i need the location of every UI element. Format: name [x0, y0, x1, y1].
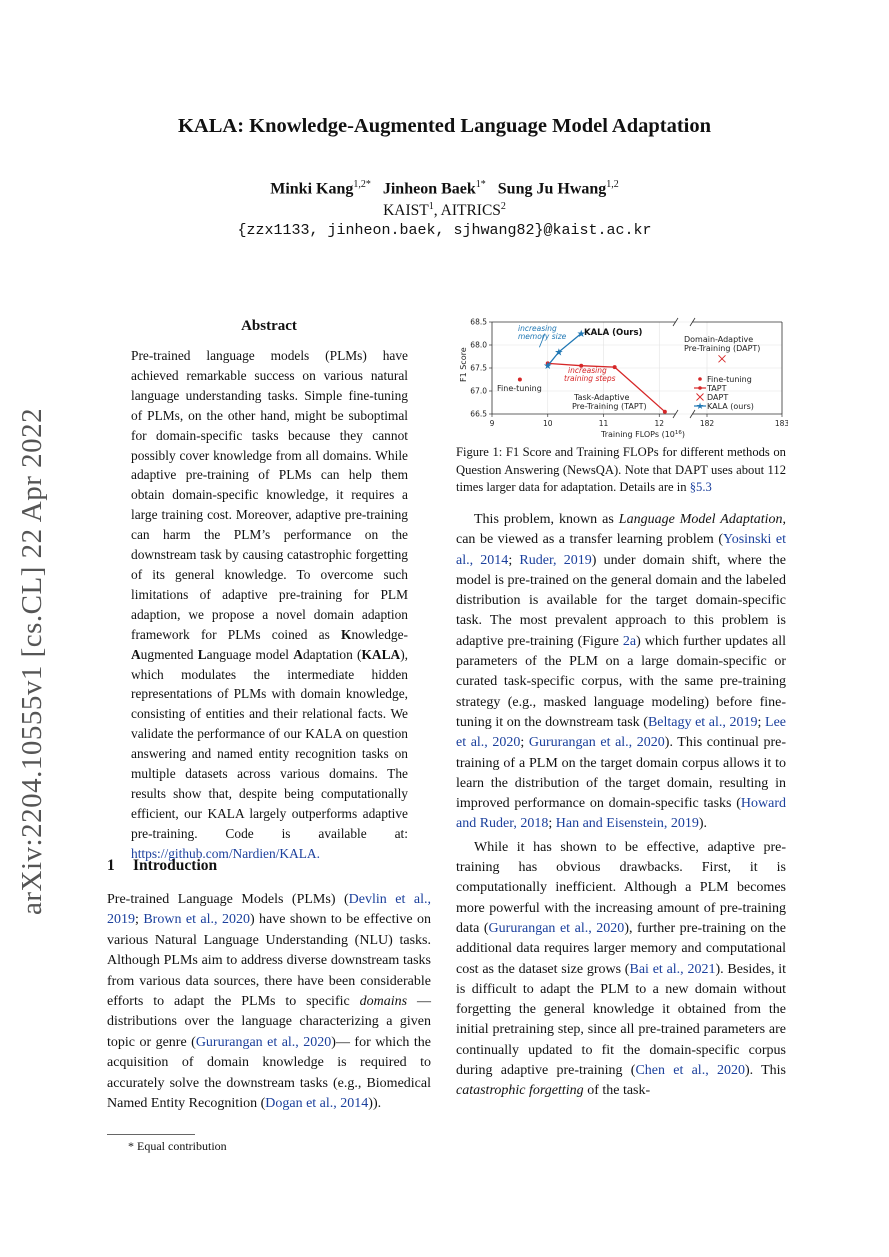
legend-marker-tapt [698, 386, 702, 390]
body-text: ). [698, 816, 708, 832]
section-title: Introduction [133, 857, 218, 874]
y-tick-label: 68.5 [470, 317, 487, 327]
citation-link[interactable]: Devlin et al., 2019 [107, 892, 432, 928]
legend-marker-fine-tuning [698, 377, 702, 381]
body-text: ; [757, 714, 766, 730]
memory-annotation-line-2: memory size [518, 332, 567, 341]
body-emphasis: catastrophic forgetting [456, 1083, 584, 1099]
dapt-annotation-line-2: Pre-Training (DAPT) [684, 344, 761, 353]
legend-marker-kala: ★ [695, 402, 705, 412]
intro-text: ) have shown to be effective on various Natural Language Understanding (NLU) tasks. Although PLMs aim to address diverse downstream tasks from various data sources, there have been considerable efforts to adapt the PLMs to specific [107, 912, 431, 1010]
author-emails: {zzx1133, jinheon.baek, sjhwang82}@kaist.ac.kr [237, 222, 652, 239]
author-name: Jinheon Baek [382, 180, 476, 198]
arxiv-identifier: arXiv:2204.10555v1 [cs.CL] 22 Apr 2022 [16, 407, 48, 915]
citation-link[interactable]: Brown et al., 2020 [143, 912, 250, 928]
legend-label: Fine-tuning [707, 375, 752, 384]
x-axis-title-exponent: 16 [674, 430, 682, 436]
point-kala-ours: ★ [543, 361, 553, 373]
author-affiliation-mark: 1,2 [606, 179, 619, 190]
point-dapt [719, 355, 726, 362]
point-tapt [663, 410, 667, 414]
body-text: ), further pre-training on the additional data requires larger memory and computational cost as the dataset size grows ( [456, 920, 786, 977]
intro-text: )— for which the acquisition of domain knowledge is required to accurately solve the downstream tasks (e.g., Biomedical Named Entity Recognition ( [107, 1034, 431, 1112]
citation-link[interactable]: Dogan et al., 2014 [265, 1096, 369, 1112]
x-tick-label: 9 [489, 419, 495, 428]
intro-paragraph [107, 890, 431, 1114]
caption-label: Figure 1: [456, 445, 506, 459]
method-name-part: anguage model [206, 646, 294, 662]
legend-label: DAPT [707, 393, 729, 402]
paper-title: KALA: Knowledge-Augmented Language Model Adaptation [177, 115, 712, 137]
dapt-annotation-line-1: Domain-Adaptive [684, 335, 754, 344]
x-axis-title-text: Training FLOPs (10 [601, 430, 675, 439]
y-tick-label: 67.0 [470, 386, 487, 396]
affiliation-mark: 2 [500, 201, 506, 212]
method-name-part: ugmented [140, 646, 198, 662]
y-tick-label: 66.5 [470, 409, 487, 419]
method-name-part: nowledge- [351, 626, 408, 642]
affiliation-mark: 1 [428, 201, 434, 212]
citation-link[interactable]: Gururangan et al., 2020 [195, 1034, 332, 1050]
x-tick-label: 183 [774, 419, 788, 428]
body-text: of the task- [583, 1083, 651, 1099]
x-tick-label: 182 [699, 419, 715, 428]
method-name-letter: L [197, 646, 207, 662]
body-text: ). This [744, 1063, 786, 1079]
method-name-part: daptation ( [302, 646, 362, 662]
footnote-divider [107, 1134, 195, 1135]
point-kala-ours: ★ [554, 347, 564, 359]
section-number: 1 [107, 857, 115, 874]
citation-link[interactable]: Howard and Ruder, 2018 [456, 796, 786, 832]
author-list [0, 179, 889, 198]
x-ticks [490, 414, 788, 428]
y-tick-label: 67.5 [470, 363, 487, 373]
intro-text: —distributions over the language characterizing a given topic or genre ( [107, 994, 431, 1050]
figure-1-chart [456, 310, 788, 445]
legend-label: TAPT [707, 384, 727, 393]
steps-annotation-line-2: training steps [564, 374, 616, 383]
body-text: ). Besides, it is difficult to adapt the PLM to a new domain without forgetting the general knowledge it obtained from the initial pretraining step, since all pre-trained parameters are continually updated to fit the domain-specific corpus during adaptive pre-training ( [456, 961, 786, 1079]
section-reference-link[interactable]: §5.3 [689, 480, 712, 495]
kala-annotation: KALA (Ours) [584, 328, 643, 338]
x-tick-label: 11 [598, 419, 609, 428]
abstract-heading: Abstract [241, 318, 297, 334]
caption-text: F1 Score and Training FLOPs for different methods on Question Answering (NewsQA). Note that DAPT uses about 112 times larger data for adaptation. Details are in [456, 445, 786, 495]
point-kala-ours: ★ [576, 329, 586, 340]
citation-link[interactable]: Ruder, 2019 [519, 552, 592, 568]
citation-link[interactable]: Han and Eisenstein, 2019 [555, 816, 699, 832]
point-tapt [613, 365, 617, 369]
steps-annotation-line-1: increasing [568, 366, 607, 375]
point-fine-tuning [518, 378, 522, 382]
author-affiliation-mark: 1,2* [353, 179, 371, 190]
tapt-annotation-line-2: Pre-Training (TAPT) [572, 402, 647, 411]
memory-annotation-line-1: increasing [518, 324, 557, 333]
method-name-letter: A [293, 646, 303, 662]
x-axis-title-end: ) [681, 430, 685, 439]
code-link[interactable]: https://github.com/Nardien/KALA. [131, 845, 320, 861]
citation-link[interactable]: Yosinski et al., 2014 [456, 532, 786, 568]
affiliation-name: KAIST [383, 202, 429, 220]
citation-link[interactable]: Bai et al., 2021 [629, 961, 716, 977]
body-text: ) under domain shift, where the model is pre-trained on the general domain and the labeled distribution is available for the target domain-specific task. The most prevalent approach to this problem is adaptive pre-training (Figure [456, 552, 786, 649]
body-text: This problem, known as [474, 512, 619, 527]
citation-link[interactable]: Lee et al., 2020 [456, 714, 786, 751]
x-tick-label: 10 [542, 419, 553, 428]
body-text: ) which further updates all parameters of the PLM on a large domain-specific or curated task-specific corpus, with the same pre-training strategy (e.g., masked language modeling) before fine-tuning it on the downstream task ( [456, 633, 786, 730]
author-name: Sung Ju Hwang [497, 180, 607, 198]
method-name-letter: K [341, 626, 352, 642]
citation-link[interactable]: Chen et al., 2020 [635, 1063, 745, 1079]
x-axis-title [600, 430, 685, 439]
body-text: ; [548, 816, 556, 832]
author-name: Minki Kang [270, 180, 354, 198]
body-text: , can be viewed as a transfer learning problem ( [456, 512, 786, 548]
figure-reference-link[interactable]: 2a [622, 633, 637, 649]
y-tick-label: 68.0 [470, 340, 487, 350]
method-name-acronym: KALA [361, 646, 401, 662]
body-text: ). This continual pre-training of a PLM on the target domain corpus allows it to learn the distribution of the target domain, resulting in improved performance on domain-specific tasks ( [456, 735, 787, 812]
intro-text: )). [368, 1096, 382, 1112]
paragraph [456, 510, 786, 835]
legend-label: KALA (ours) [707, 402, 754, 411]
body-text: While it has shown to be effective, adaptive pre-training has obvious drawbacks. First, it is computationally inefficient. Although a PLM becomes more powerful with the increasing amount of pre-training data ( [456, 839, 786, 936]
affiliation-name: AITRICS [440, 202, 501, 220]
figure-1-caption [456, 444, 786, 497]
intro-emphasis: domains [359, 994, 408, 1010]
legend-marker-dapt [697, 394, 704, 401]
tapt-annotation-line-1: Task-Adaptive [574, 393, 630, 402]
affiliations [0, 201, 889, 220]
y-ticks [470, 318, 492, 419]
x-tick-label: 12 [654, 419, 665, 428]
section-heading [107, 857, 217, 875]
citation-link[interactable]: Gururangan et al., 2020 [488, 920, 625, 936]
footnote: * Equal contribution [128, 1139, 227, 1153]
paragraph [456, 838, 786, 1102]
method-name-letter: A [131, 646, 141, 662]
citation-link[interactable]: Gururangan et al., 2020 [528, 735, 665, 751]
y-axis-title: F1 Score [459, 347, 468, 382]
citation-link[interactable]: Beltagy et al., 2019 [647, 714, 758, 730]
abstract-text: ), which modulates the intermediate hidden representations of PLMs with domain knowledge, consisting of entities and their relational facts. We validate the performance of our KALA on question answering and named entity recognition tasks on multiple datasets across various domains. The results show that, despite being computationally efficient, our KALA largely outperforms adaptive pre-training. Code is available at: [131, 646, 408, 841]
intro-text: ; [135, 912, 144, 928]
body-text: ; [508, 552, 520, 568]
affiliation-separator: , [433, 202, 441, 220]
chart-svg [456, 310, 788, 445]
abstract-text: Pre-trained language models (PLMs) have achieved remarkable success on various natural language understanding tasks. Simple fine-tuning of PLMs, on the other hand, might be suboptimal for domain-specific tasks because they cannot possibly cover knowledge from all domains. While adaptive pre-training of PLMs can help them obtain domain-specific knowledge, it requires a large training cost. Moreover, adaptive pre-training can harm the PLM’s performance on the downstream task by causing catastrophic forgetting of its general knowledge. To overcome such limitations of adaptive pre-training for PLM adaption, we propose a novel domain adaption framework for PLMs coined as [131, 348, 408, 642]
abstract-body [131, 346, 408, 864]
intro-text: Pre-trained Language Models (PLMs) ( [107, 892, 349, 907]
body-emphasis: Language Model Adaptation [618, 512, 783, 527]
chart-legend [694, 375, 754, 412]
fine-tuning-annotation: Fine-tuning [497, 384, 542, 393]
right-column-text [456, 510, 786, 1102]
author-affiliation-mark: 1* [475, 179, 486, 190]
body-text: ; [520, 735, 529, 751]
